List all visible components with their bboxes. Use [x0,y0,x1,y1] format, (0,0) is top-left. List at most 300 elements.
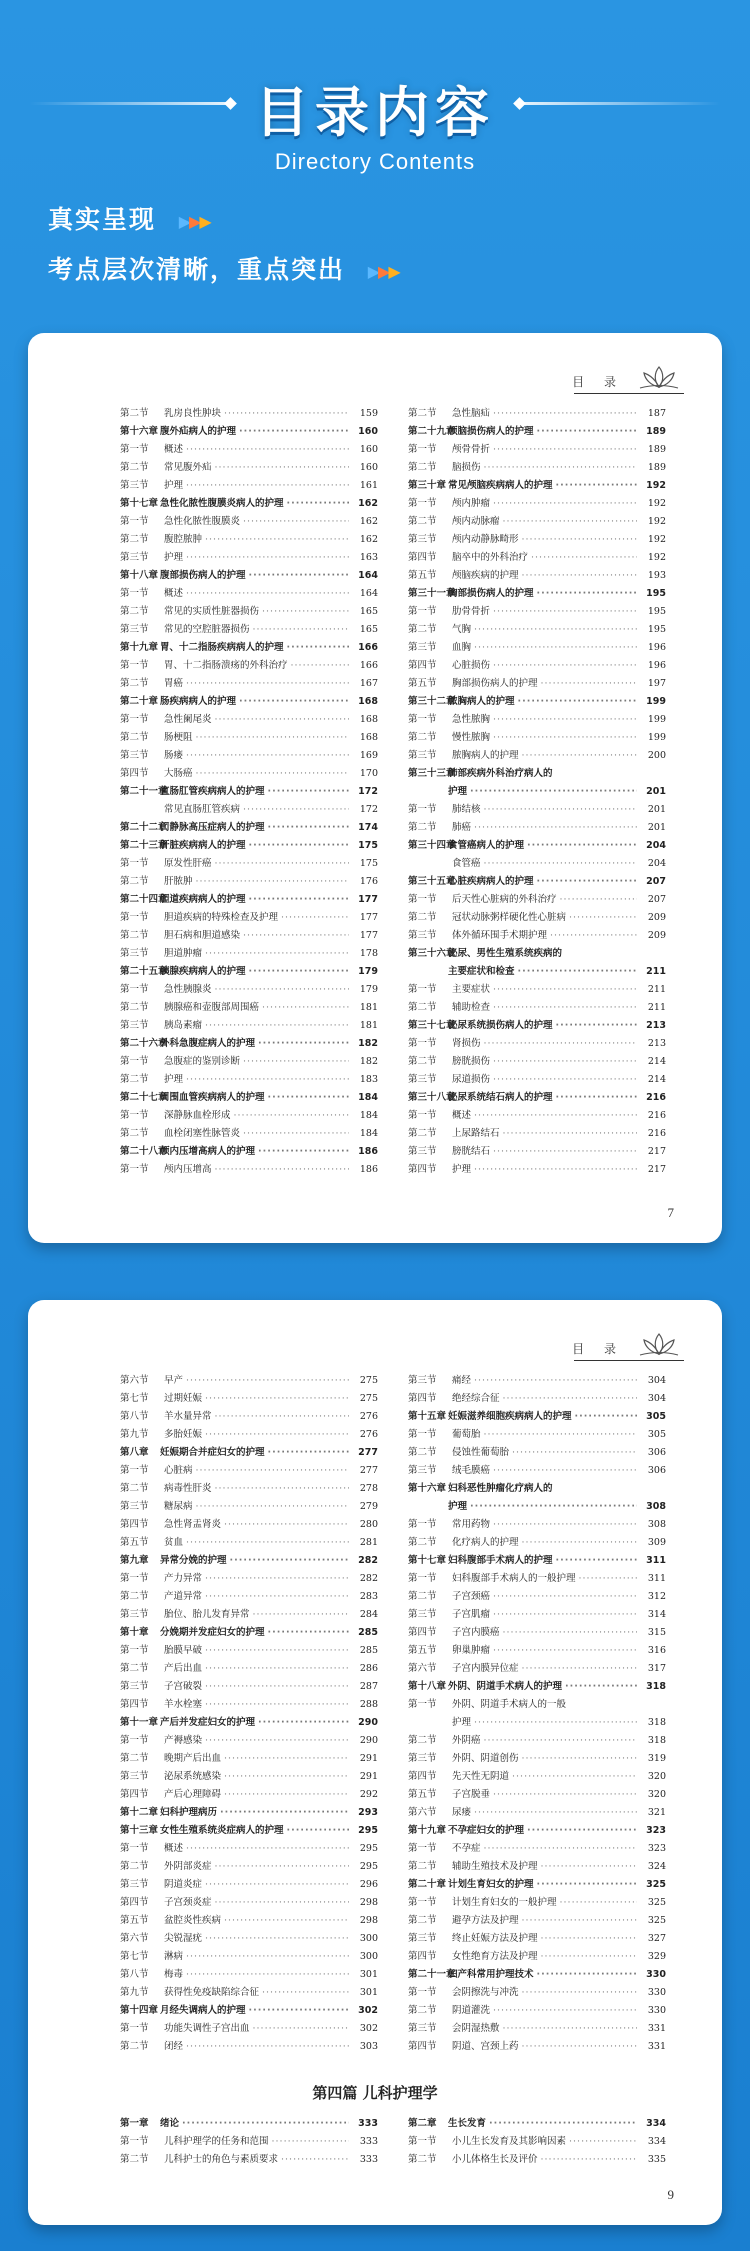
toc-entry-page: 168 [358,696,378,707]
toc-entry-title: 胸部损伤病人的护理 [448,588,534,599]
toc-section-row [120,2133,378,2151]
page-header-rule [574,393,684,394]
toc-section-row [408,639,666,657]
toc-leader-dots [249,2002,349,2020]
toc-leader-dots [186,1372,349,1390]
toc-section-row [408,2020,666,2038]
toc-leader-dots [249,891,349,909]
toc-section-row [120,765,378,783]
header [0,0,750,330]
toc-entry-number: 第六节 [408,1807,437,1818]
toc-entry-number: 第一节 [120,1465,149,1476]
toc-leader-dots [196,729,349,747]
toc-chapter-row [120,1143,378,1161]
toc-entry-title: 脑损伤 [452,462,481,473]
toc-entry-title: 尿道损伤 [452,1074,491,1085]
toc-entry-title: 概述 [452,1110,472,1121]
toc-entry-page: 282 [359,1573,378,1584]
toc-entry-page: 316 [647,1645,666,1656]
toc-entry-title: 护理 [452,1164,472,1175]
toc-entry-number: 第三十八章 [408,1092,456,1103]
toc-leader-dots [493,495,637,513]
toc-entry-title: 妇科护理病历 [160,1807,218,1818]
toc-entry-page: 199 [647,732,666,743]
toc-leader-dots [522,531,637,549]
toc-entry-title: 糖尿病 [164,1501,193,1512]
toc-entry-title: 卵巢肿瘤 [452,1645,491,1656]
toc-section-row [408,729,666,747]
toc-entry-title: 避孕方法及护理 [452,1915,519,1926]
toc-section-row [120,1840,378,1858]
toc-section-row [408,819,666,837]
toc-leader-dots [541,1930,637,1948]
toc-entry-number: 第二节 [120,678,149,689]
toc-entry-title: 子宫内膜异位症 [452,1663,519,1674]
toc-section-row [408,801,666,819]
toc-section-row [408,1372,666,1390]
toc-section-row [408,621,666,639]
toc-leader-dots [493,603,637,621]
toc-entry-page: 182 [358,1038,378,1049]
toc-entry-number: 第一节 [120,714,149,725]
toc-entry-page: 167 [359,678,378,689]
toc-entry-number: 第一节 [120,1056,149,1067]
toc-leader-dots [243,1125,349,1143]
toc-entry-number: 第二节 [408,408,437,419]
toc-section-row [120,585,378,603]
toc-entry-page: 285 [359,1645,378,1656]
toc-entry-number: 第一节 [120,1164,149,1175]
toc-entry-page: 181 [359,1002,378,1013]
toc-entry-number: 第四节 [408,1951,437,1962]
toc-leader-dots [474,1107,637,1125]
toc-entry-number: 第四节 [408,2041,437,2052]
toc-entry-title: 贫血 [164,1537,184,1548]
toc-entry-title: 淋病 [164,1951,184,1962]
toc-entry-title: 会阴湿热敷 [452,2023,500,2034]
toc-leader-dots [556,1480,637,1498]
toc-section-row [408,1840,666,1858]
toc-entry-number: 第三节 [408,1609,437,1620]
toc-entry-title: 痛经 [452,1375,472,1386]
toc-entry-title: 妇科腹部手术病人的护理 [448,1555,553,1566]
toc-entry-number: 第四节 [120,768,149,779]
toc-entry-number: 第三节 [408,1375,437,1386]
toc-chapter-row [408,585,666,603]
toc-entry-page: 193 [647,570,666,581]
toc-entry-page: 196 [647,642,666,653]
toc-section-row [408,567,666,585]
toc-entry-title: 血胸 [452,642,472,653]
toc-entry-page: 277 [359,1465,378,1476]
toc-entry-page: 320 [647,1789,666,1800]
toc-chapter-row [408,963,666,981]
toc-entry-number: 第三节 [408,534,437,545]
toc-entry-number: 第三十四章 [408,840,456,851]
toc-leader-dots [287,495,349,513]
toc-entry-title: 终止妊娠方法及护理 [452,1933,538,1944]
toc-entry-title: 肋骨骨折 [452,606,491,617]
toc-chapter-row [120,1714,378,1732]
toc-entry-number: 第十八章 [408,1681,447,1692]
toc-section-row [408,2133,666,2151]
toc-chapter-row [408,477,666,495]
toc-entry-number: 第一节 [120,516,149,527]
toc-entry-number: 第十五章 [408,1411,447,1422]
toc-chapter-row [120,567,378,585]
toc-leader-dots [205,945,349,963]
toc-entry-page: 192 [647,552,666,563]
toc-entry-title: 子宫脱垂 [452,1789,491,1800]
toc-leader-dots [186,477,349,495]
toc-entry-title: 常见腹外疝 [164,462,212,473]
toc-section-row [120,1372,378,1390]
toc-entry-number: 第二十章 [408,1879,447,1890]
toc-entry-page: 291 [359,1753,378,1764]
toc-entry-title: 晚期产后出血 [164,1753,222,1764]
toc-section-row [408,1035,666,1053]
toc-entry-title: 概述 [164,588,184,599]
toc-entry-title: 胰腺癌和壶腹部周围癌 [164,1002,260,1013]
toc-entry-number: 第二节 [120,1663,149,1674]
toc-entry-page: 303 [359,2041,378,2052]
toc-leader-dots [268,1089,349,1107]
toc-entry-page [640,1696,666,1714]
toc-leader-dots [518,693,637,711]
toc-entry-title: 梅毒 [164,1969,184,1980]
toc-entry-number: 第三节 [408,642,437,653]
toc-section-row [408,1071,666,1089]
toc-entry-number: 第二章 [408,2118,437,2129]
toc-page-1 [28,333,722,1243]
toc-leader-dots [262,603,349,621]
toc-leader-dots [186,441,349,459]
toc-entry-page: 175 [358,840,378,851]
toc-entry-page: 165 [359,606,378,617]
toc-leader-dots [205,1732,349,1750]
toc-entry-title: 腹外疝病人的护理 [160,426,237,437]
toc-entry-page: 284 [359,1609,378,1620]
toc-entry-number: 第八节 [120,1969,149,1980]
toc-leader-dots [503,513,637,531]
toc-entry-page: 211 [647,1002,666,1013]
toc-entry-number: 第二节 [120,1591,149,1602]
toc-entry-page: 192 [646,480,666,491]
toc-leader-dots [224,1750,349,1768]
toc-section-row [120,2038,378,2056]
toc-entry-title: 护理 [452,1717,472,1728]
toc-leader-dots [205,1876,349,1894]
toc-entry-number: 第二节 [120,732,149,743]
toc-entry-title: 颅内动脉瘤 [452,516,500,527]
toc-entry-number: 第三节 [120,750,149,761]
toc-leader-dots [196,765,349,783]
toc-entry-number: 第六节 [120,1933,149,1944]
toc-entry-page: 329 [647,1951,666,1962]
toc-section-row [408,1143,666,1161]
toc-entry-title: 小儿生长发育及其影响因素 [452,2136,567,2147]
toc-entry-title: 颅脑疾病的护理 [452,570,519,581]
toc-entry-title: 子宫内膜癌 [452,1627,500,1638]
toc-entry-page: 163 [359,552,378,563]
toc-entry-number: 第三十六章 [408,948,456,959]
toc-entry-title: 产后出血 [164,1663,203,1674]
toc-leader-dots [186,1840,349,1858]
toc-entry-number: 第十四章 [120,2005,159,2016]
toc-entry-number: 第三十章 [408,480,447,491]
toc-leader-dots [234,1107,349,1125]
toc-section-row [120,2020,378,2038]
toc-section-row [408,657,666,675]
toc-entry-title: 护理 [164,1074,184,1085]
toc-entry-title: 获得性免疫缺陷综合征 [164,1987,260,1998]
toc-leader-dots [186,1534,349,1552]
toc-entry-number: 第十八章 [120,570,159,581]
toc-chapter-row [120,837,378,855]
toc-entry-page: 181 [359,1020,378,1031]
toc-entry-page: 192 [647,498,666,509]
toc-chapter-row [120,423,378,441]
toc-section-row [120,1053,378,1071]
toc-entry-number: 第十七章 [120,498,159,509]
toc-entry-title: 腹腔脓肿 [164,534,203,545]
toc-entry-number: 第二节 [408,1128,437,1139]
toc-entry-title: 主要症状 [452,984,491,995]
toc-leader-dots [249,963,349,981]
toc-entry-number: 第二节 [120,2041,149,2052]
toc-entry-title: 产道异常 [164,1591,203,1602]
toc-entry-page: 187 [647,408,666,419]
toc-section-row [408,459,666,477]
toc-entry-page: 179 [359,984,378,995]
toc-leader-dots [518,963,637,981]
toc-entry-title: 妊娠期合并症妇女的护理 [160,1447,265,1458]
toc-entry-number: 第一节 [408,1519,437,1530]
toc-entry-number: 第二十三章 [120,840,168,851]
toc-section-row [408,1053,666,1071]
toc-leader-dots [205,1390,349,1408]
toc-entry-number: 第二十一章 [120,786,168,797]
toc-entry-page: 286 [359,1663,378,1674]
toc-entry-number: 第二节 [408,516,437,527]
toc-entry-page: 213 [646,1020,666,1031]
toc-entry-number: 第二节 [408,822,437,833]
toc-entry-title: 胆道疾病的特殊检查及护理 [164,912,279,923]
toc-entry-title: 脑卒中的外科治疗 [452,552,529,563]
toc-entry-page: 196 [647,660,666,671]
toc-leader-dots [196,873,349,891]
toc-entry-number [408,855,452,873]
toc-entry-title: 膀胱结石 [452,1146,491,1157]
toc-section-row [120,855,378,873]
toc-entry-page: 201 [646,786,666,797]
toc-entry-page: 321 [647,1807,666,1818]
toc-leader-dots [569,1696,637,1714]
toc-entry-number: 第一节 [408,606,437,617]
toc-entry-title: 外阴、阴道手术病人的一般 [452,1699,567,1710]
toc-chapter-row [408,1498,666,1516]
toc-entry-number: 第二十一章 [408,1969,456,1980]
lotus-logo-icon [634,1330,684,1358]
toc-leader-dots [474,621,637,639]
toc-leader-dots [224,1768,349,1786]
toc-entry-page: 279 [359,1501,378,1512]
toc-entry-title: 侵蚀性葡萄胎 [452,1447,510,1458]
toc-entry-page: 325 [647,1915,666,1926]
toc-entry-title: 胎位、胎儿发育异常 [164,1609,250,1620]
toc-entry-number: 第一节 [120,984,149,995]
toc-entry-title: 外科急腹症病人的护理 [160,1038,256,1049]
toc-entry-page: 327 [647,1933,666,1944]
toc-entry-title: 儿科护士的角色与素质要求 [164,2154,279,2165]
toc-entry-page: 201 [647,822,666,833]
toc-entry-page: 304 [647,1393,666,1404]
toc-entry-title: 冠状动脉粥样硬化性心脏病 [452,912,567,923]
toc-entry-page: 200 [647,750,666,761]
toc-leader-dots [484,855,637,873]
toc-entry-number: 第一节 [408,1987,437,1998]
toc-leader-dots [224,1912,349,1930]
toc-entry-number: 第二节 [408,2154,437,2165]
toc-leader-dots [493,981,637,999]
toc-section-row [408,1786,666,1804]
toc-section-row [408,747,666,765]
toc-entry-number: 第十六章 [408,1483,447,1494]
toc-entry-title: 羊水量异常 [164,1411,212,1422]
toc-leader-dots [281,909,349,927]
toc-section-row [120,1966,378,1984]
toc-leader-dots [474,1714,637,1732]
toc-leader-dots [527,1822,637,1840]
toc-entry-page: 309 [647,1537,666,1548]
toc-leader-dots [556,1089,637,1107]
toc-entry-page: 160 [358,426,378,437]
toc-leader-dots [522,1912,637,1930]
toc-entry-page [640,1480,666,1498]
toc-leader-dots [291,657,349,675]
toc-entry-title: 腹部损伤病人的护理 [160,570,246,581]
toc-entry-title: 肺结核 [452,804,481,815]
toc-entry-number: 第二节 [120,930,149,941]
toc-section-row [408,603,666,621]
toc-entry-number: 第二节 [408,732,437,743]
toc-entry-title: 乳房良性肿块 [164,408,222,419]
toc-entry-page: 179 [358,966,378,977]
toc-entry-title: 外阴部炎症 [164,1861,212,1872]
toc-leader-dots [215,1161,349,1179]
toc-section-row [408,999,666,1017]
toc-section-row [120,999,378,1017]
toc-entry-title: 产力异常 [164,1573,203,1584]
toc-column-right [408,405,666,1179]
toc-chapter-row [120,1089,378,1107]
toc-entry-number: 第三节 [120,1681,149,1692]
toc-leader-dots [537,585,637,603]
toc-entry-number: 第二节 [120,1861,149,1872]
toc-leader-dots [215,1894,349,1912]
toc-entry-number: 第十一章 [120,1717,159,1728]
toc-leader-dots [205,1696,349,1714]
toc-leader-dots [537,1876,637,1894]
toc-entry-number: 第二节 [408,1056,437,1067]
toc-section-row [408,1912,666,1930]
toc-entry-title: 不孕症妇女的护理 [448,1825,525,1836]
toc-entry-number: 第十二章 [120,1807,159,1818]
toc-leader-dots [220,1804,349,1822]
toc-entry-number: 第三节 [120,480,149,491]
toc-entry-number: 第三节 [408,2023,437,2034]
toc-section-row [120,945,378,963]
toc-leader-dots [503,1624,637,1642]
toc-entry-page: 295 [359,1843,378,1854]
toc-column-left-bottom [120,2115,378,2169]
toc-entry-page: 292 [359,1789,378,1800]
toc-entry-page: 304 [647,1375,666,1386]
toc-entry-number: 第一节 [408,2136,437,2147]
toc-entry-title: 绒毛膜癌 [452,1465,491,1476]
toc-leader-dots [484,1840,637,1858]
toc-entry-title: 异常分娩的护理 [160,1555,227,1566]
toc-leader-dots [522,567,637,585]
toc-leader-dots [512,1768,637,1786]
page-header [534,363,684,393]
lotus-logo-icon [634,363,684,391]
toc-entry-page: 162 [358,498,378,509]
toc-leader-dots [205,1570,349,1588]
toc-entry-title: 子宫颈癌 [452,1591,491,1602]
toc-entry-number: 第一章 [120,2118,149,2129]
toc-entry-page: 174 [358,822,378,833]
toc-section-row [408,981,666,999]
toc-entry-page: 324 [647,1861,666,1872]
toc-entry-number: 第三十七章 [408,1020,456,1031]
toc-section-row [120,1534,378,1552]
toc-entry-title: 胃癌 [164,678,184,689]
toc-entry-page: 160 [359,444,378,455]
toc-section-row [120,1696,378,1714]
toc-entry-number: 第三节 [408,750,437,761]
toc-leader-dots [205,1930,349,1948]
toc-entry-title: 肠瘘 [164,750,184,761]
toc-leader-dots [253,621,349,639]
toc-leader-dots [484,1035,637,1053]
toc-entry-title: 胆道疾病病人的护理 [160,894,246,905]
toc-entry-title: 后天性心脏病的外科治疗 [452,894,557,905]
toc-entry-page: 275 [359,1375,378,1386]
toc-entry-page: 276 [359,1429,378,1440]
toc-chapter-row [120,1035,378,1053]
toc-section-row [408,1462,666,1480]
toc-entry-number: 第二节 [408,1591,437,1602]
toc-section-row [120,531,378,549]
toc-leader-dots [493,729,637,747]
toc-entry-page: 293 [358,1807,378,1818]
toc-entry-number: 第一节 [120,1573,149,1584]
triple-arrow-icon: ▶▶▶ [367,261,399,281]
toc-entry-title: 护理 [164,552,184,563]
toc-chapter-row [408,1678,666,1696]
toc-entry-title: 肾损伤 [452,1038,481,1049]
toc-entry-title: 产褥感染 [164,1735,203,1746]
toc-entry-title: 外阴癌 [452,1735,481,1746]
toc-leader-dots [474,1161,637,1179]
toc-section-row [120,1642,378,1660]
toc-entry-page: 331 [647,2041,666,2052]
toc-section-row [120,1588,378,1606]
toc-leader-dots [186,1966,349,1984]
toc-leader-dots [527,837,637,855]
toc-entry-page: 214 [647,1074,666,1085]
